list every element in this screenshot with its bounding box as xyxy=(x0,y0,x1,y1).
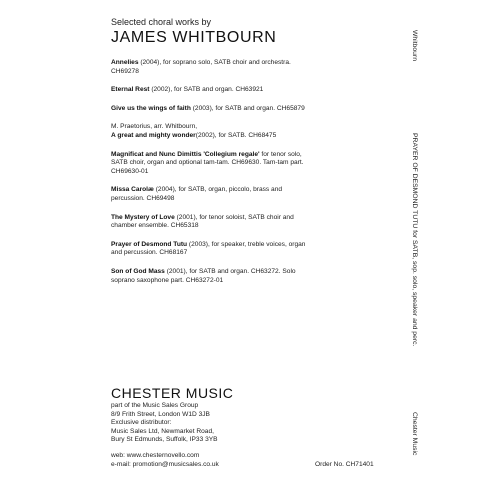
publisher-line: Bury St Edmunds, Suffolk, IP33 3YB xyxy=(111,436,218,444)
publisher-line: Exclusive distributor: xyxy=(111,419,172,427)
spine-title: PRAYER OF DESMOND TUTU for SATB, sop. solo, speaker and perc. xyxy=(411,133,418,347)
publisher-contact xyxy=(111,452,219,469)
work-prefix: M. Praetorius, arr. Whitbourn, xyxy=(111,123,198,131)
work-entry-eternal-rest xyxy=(111,86,316,95)
work-entry-magnificat xyxy=(111,151,316,177)
publisher-web: web: www.chesternovello.com xyxy=(111,452,200,459)
work-entry-great-and-mighty-wonder xyxy=(111,123,316,140)
publisher-line: part of the Music Sales Group xyxy=(111,402,199,409)
work-details: (2002), for SATB. CH68475 xyxy=(195,131,277,139)
work-entry-annelies xyxy=(111,59,316,76)
work-title: Son of God Mass xyxy=(111,267,165,275)
work-details: (2002), for SATB and organ. CH63921 xyxy=(149,86,264,94)
header-intro: Selected choral works by xyxy=(111,17,212,27)
spine-publisher: Chester Music xyxy=(411,412,418,456)
work-title: The Mystery of Love xyxy=(111,213,175,221)
work-details: (2001), for tenor soloist, SATB choir and chamber ensemble. CH65318 xyxy=(111,213,294,230)
work-title: A great and mighty wonder xyxy=(111,131,196,139)
work-entry-wings-of-faith xyxy=(111,105,316,114)
work-details: (2004), for soprano solo, SATB choir and orchestra. CH69278 xyxy=(111,59,291,75)
composer-name: JAMES WHITBOURN xyxy=(111,29,277,46)
work-details: (2004), for SATB, organ, piccolo, brass and percussion. CH69498 xyxy=(111,186,283,202)
work-entry-son-of-god-mass xyxy=(111,268,316,285)
spine-composer: Whitbourn xyxy=(411,30,418,61)
work-title: Give us the wings of faith xyxy=(111,104,191,112)
publisher-line: Music Sales Ltd, Newmarket Road, xyxy=(111,427,214,435)
work-details: (2003), for SATB and organ. CH65879 xyxy=(190,104,305,112)
work-entry-missa-carolae xyxy=(111,186,316,203)
work-title: Annelies xyxy=(111,59,139,66)
work-details: for tenor solo, SATB choir, organ and optional tam-tam. CH69630. Tam-tam part. CH69630-01 xyxy=(111,150,304,175)
publisher-name: CHESTER MUSIC xyxy=(111,385,234,401)
order-number: Order No. CH71401 xyxy=(315,460,374,468)
publisher-address xyxy=(111,402,218,445)
publisher-line: 8/9 Frith Street, London W1D 3JB xyxy=(111,410,210,418)
work-title: Magnificat and Nunc Dimittis 'Collegium regale' xyxy=(111,150,260,158)
work-title: Missa Carolæ xyxy=(111,186,154,194)
works-list xyxy=(111,59,316,295)
work-details: (2003), for speaker, treble voices, organ and percussion. CH68167 xyxy=(111,240,306,257)
publisher-email: e-mail: promotion@musicsales.co.uk xyxy=(111,460,219,468)
work-details: (2001), for SATB and organ. CH63272. Solo soprano saxophone part. CH63272-01 xyxy=(111,267,296,284)
work-entry-prayer-of-desmond-tutu xyxy=(111,241,316,258)
work-entry-mystery-of-love xyxy=(111,214,316,231)
work-title: Prayer of Desmond Tutu xyxy=(111,240,188,248)
work-title: Eternal Rest xyxy=(111,86,150,94)
